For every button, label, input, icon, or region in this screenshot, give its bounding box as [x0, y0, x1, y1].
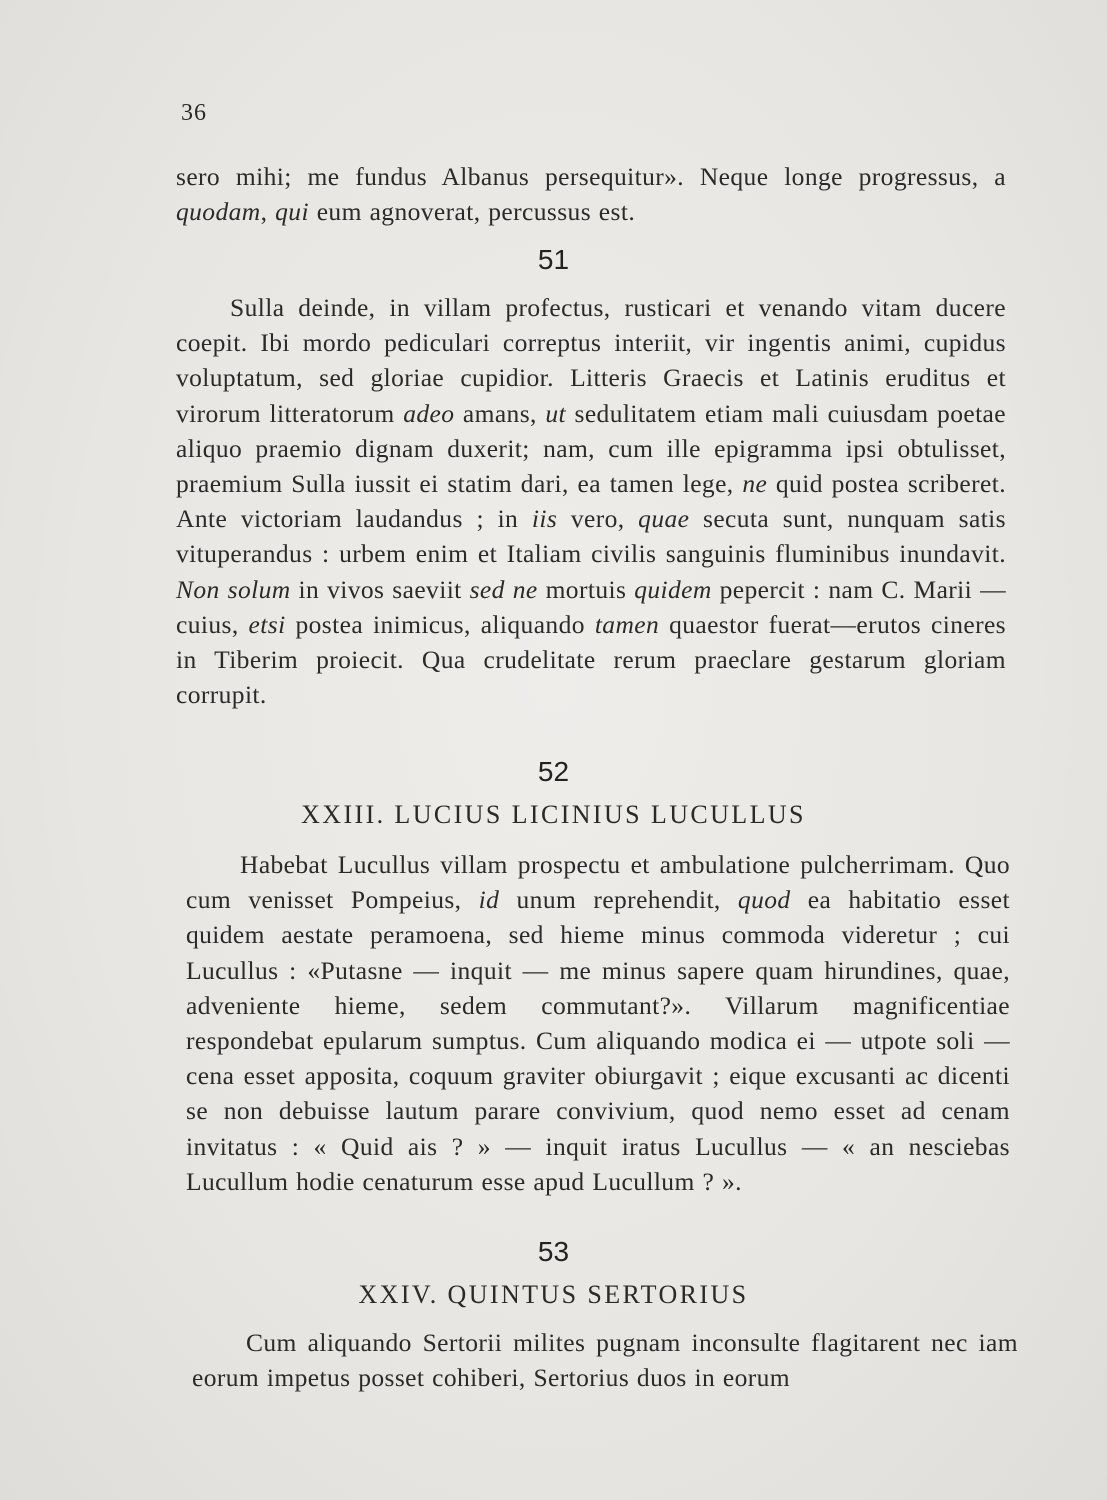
chapter-title-lucullus: XXIII. LUCIUS LICINIUS LUCULLUS [301, 800, 806, 829]
section-number-51: 51 [537, 244, 570, 275]
section-51-paragraph: Sulla deinde, in villam profectus, rusticari et venando vitam ducere coepit. Ibi mordo pediculari correptus interiit, vir ingentis animi, cupidus voluptatum, sed gloriae cupidior. Litteris Graecis et Latinis eruditus et virorum litteratorum adeo amans, ut sedulitatem etiam mali cuiusdam poetae aliquo praemio dignam duxerit; nam, cum ille epigramma ipsi obtulisset, praemium Sulla iussit ei statim dari, ea tamen lege, ne quid postea scriberet. Ante victoriam laudandus ; in iis vero, quae secuta sunt, nunquam satis vituperandus : urbem enim et Italiam civilis sanguinis fluminibus inundavit. Non solum in vivos saeviit sed ne mortuis quidem pepercit : nam C. Marii — cuius, etsi postea inimicus, aliquando tamen quaestor fuerat—erutos cineres in Tiberim proiecit. Qua crudelitate rerum praeclare gestarum gloriam corrupit. [176, 293, 1007, 710]
italic-word: qui [275, 197, 309, 227]
section-53-paragraph: Cum aliquando Sertorii milites pugnam inconsulte flagitarent nec iam eorum impetus posset cohiberi, Sertorius duos in eorum [192, 1328, 1018, 1393]
opening-paragraph: sero mihi; me fundus Albanus persequitur». Neque longe progressus, a quodam, qui eum agnoverat, percussus est. [176, 162, 1006, 227]
italic-word: quodam [176, 197, 261, 227]
section-number-53: 53 [537, 1236, 570, 1267]
section-52-paragraph: Habebat Lucullus villam prospectu et ambulatione pulcherrimam. Quo cum venisset Pompeius, id unum reprehendit, quod ea habitatio esset quidem aestate peramoena, sed hieme minus commoda videretur ; cui Lucullus : «Putasne — inquit — me minus sapere quam hirundines, quae, adveniente hieme, sedem commutant?». Villarum magnificentiae respondebat epularum sumptus. Cum aliquando modica ei — utpote soli — cena esset apposita, coquum graviter obiurgavit ; eique excusanti ac dicenti se non debuisse lautum parare convivium, quod nemo esset ad cenam invitatus : « Quid ais ? » — inquit iratus Lucullus — « an nesciebas Lucullum hodie cenaturum esse apud Lucullum ? ». [186, 850, 1010, 1196]
page-number: 36 [181, 100, 207, 126]
chapter-title-sertorius: XXIV. QUINTUS SERTORIUS [358, 1280, 749, 1309]
section-number-52: 52 [537, 756, 570, 787]
